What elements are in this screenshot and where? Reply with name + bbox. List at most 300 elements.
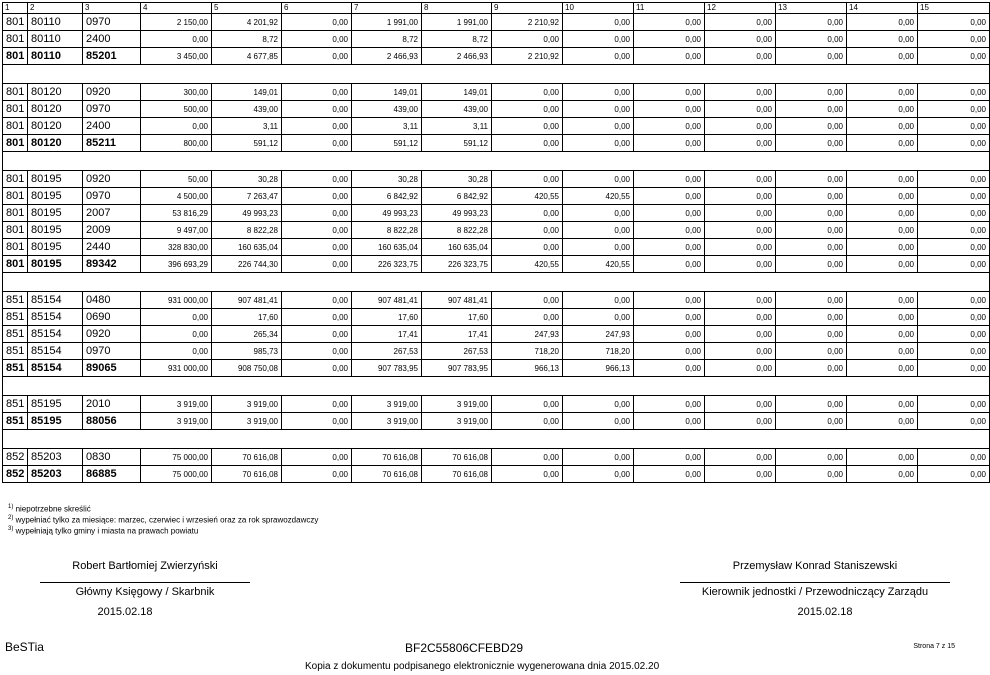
signatory-left-name: Robert Bartłomiej Zwierzyński [72,560,218,572]
column-header: 10 [563,3,634,14]
amount-cell: 420,55 [492,256,563,273]
amount-cell: 718,20 [492,343,563,360]
amount-cell: 1 991,00 [422,14,492,31]
paragraf-cell: 2440 [83,239,141,256]
amount-cell: 0,00 [141,118,212,135]
amount-cell: 0,00 [634,239,705,256]
paragraf-cell: 0920 [83,171,141,188]
separator-cell [3,152,990,171]
amount-cell: 0,00 [492,118,563,135]
amount-cell: 0,00 [492,396,563,413]
amount-cell: 0,00 [776,48,847,65]
signatory-right-role: Kierownik jednostki / Przewodniczący Zarządu [701,586,929,598]
rozdzial-cell: 85154 [28,292,83,309]
total-row [3,413,990,430]
dzial-cell: 851 [3,360,28,377]
amount-cell: 0,00 [776,326,847,343]
table-row [3,171,990,188]
amount-cell: 70 616,08 [212,466,282,483]
amount-cell: 0,00 [705,48,776,65]
table-row [3,292,990,309]
amount-cell: 0,00 [776,360,847,377]
amount-cell: 3 919,00 [212,396,282,413]
amount-cell: 0,00 [492,84,563,101]
amount-cell: 0,00 [705,326,776,343]
paragraf-cell: 2400 [83,118,141,135]
header-row [3,3,990,14]
column-header: 1 [3,3,28,14]
amount-cell: 0,00 [492,309,563,326]
amount-cell: 0,00 [634,396,705,413]
amount-cell: 0,00 [563,413,634,430]
amount-cell: 3,11 [422,118,492,135]
rozdzial-cell: 85154 [28,309,83,326]
amount-cell: 267,53 [352,343,422,360]
amount-cell: 0,00 [563,396,634,413]
amount-cell: 0,00 [634,118,705,135]
amount-cell: 0,00 [563,449,634,466]
table-row [3,449,990,466]
amount-cell: 7 263,47 [212,188,282,205]
amount-cell: 907 783,95 [422,360,492,377]
rozdzial-cell: 80195 [28,188,83,205]
separator-cell [3,377,990,396]
amount-cell: 0,00 [705,309,776,326]
dzial-cell: 851 [3,396,28,413]
amount-cell: 0,00 [776,256,847,273]
amount-cell: 8 822,28 [212,222,282,239]
amount-cell: 17,41 [352,326,422,343]
paragraf-cell: 0970 [83,188,141,205]
total-row [3,256,990,273]
dzial-cell: 801 [3,135,28,152]
column-header: 4 [141,3,212,14]
dzial-cell: 801 [3,14,28,31]
amount-cell: 0,00 [492,466,563,483]
column-header: 13 [776,3,847,14]
signatory-left-role: Główny Księgowy / Skarbnik [75,586,215,598]
amount-cell: 3 919,00 [422,396,492,413]
amount-cell: 53 816,29 [141,205,212,222]
total-row [3,360,990,377]
dzial-cell: 801 [3,101,28,118]
amount-cell: 0,00 [563,309,634,326]
amount-cell: 3 919,00 [352,396,422,413]
amount-cell: 0,00 [705,396,776,413]
amount-cell: 328 830,00 [141,239,212,256]
amount-cell: 591,12 [422,135,492,152]
app-name: BeSTia [5,640,44,654]
rozdzial-cell: 85203 [28,466,83,483]
amount-cell: 0,00 [634,326,705,343]
rozdzial-cell: 80110 [28,31,83,48]
dzial-cell: 801 [3,84,28,101]
amount-cell: 0,00 [847,292,918,309]
amount-cell: 0,00 [634,14,705,31]
amount-cell: 0,00 [918,292,990,309]
amount-cell: 0,00 [705,360,776,377]
amount-cell: 30,28 [352,171,422,188]
amount-cell: 0,00 [492,171,563,188]
table-row [3,118,990,135]
amount-cell: 0,00 [918,31,990,48]
amount-cell: 0,00 [847,396,918,413]
amount-cell: 70 616,08 [422,466,492,483]
footnote-2: $^{2)}$ wypełniać tylko za miesiące: marzec, czerwiec i wrzesień oraz za rok sprawozdawczy [8,515,319,525]
rozdzial-cell: 80195 [28,222,83,239]
amount-cell: 8 822,28 [422,222,492,239]
amount-cell: 3 450,00 [141,48,212,65]
amount-cell: 0,00 [847,31,918,48]
amount-cell: 0,00 [563,222,634,239]
amount-cell: 247,93 [563,326,634,343]
dzial-cell: 801 [3,188,28,205]
amount-cell: 0,00 [282,84,352,101]
amount-cell: 0,00 [563,135,634,152]
amount-cell: 149,01 [212,84,282,101]
amount-cell: 0,00 [492,31,563,48]
dzial-cell: 851 [3,326,28,343]
amount-cell: 0,00 [492,292,563,309]
paragraf-cell: 2009 [83,222,141,239]
amount-cell: 0,00 [847,449,918,466]
amount-cell: 267,53 [422,343,492,360]
amount-cell: 3 919,00 [352,413,422,430]
amount-cell: 0,00 [776,292,847,309]
amount-cell: 0,00 [634,171,705,188]
amount-cell: 70 616,08 [212,449,282,466]
amount-cell: 0,00 [705,205,776,222]
amount-cell: 0,00 [492,239,563,256]
amount-cell: 0,00 [918,101,990,118]
amount-cell: 0,00 [282,14,352,31]
table-row [3,326,990,343]
amount-cell: 0,00 [634,205,705,222]
amount-cell: 0,00 [563,48,634,65]
amount-cell: 0,00 [634,84,705,101]
separator-cell [3,430,990,449]
paragraf-cell: 85201 [83,48,141,65]
amount-cell: 149,01 [352,84,422,101]
amount-cell: 0,00 [776,31,847,48]
dzial-cell: 851 [3,309,28,326]
amount-cell: 0,00 [282,309,352,326]
paragraf-cell: 0690 [83,309,141,326]
amount-cell: 0,00 [282,326,352,343]
amount-cell: 0,00 [847,48,918,65]
amount-cell: 0,00 [141,309,212,326]
amount-cell: 0,00 [847,118,918,135]
amount-cell: 3 919,00 [212,413,282,430]
amount-cell: 396 693,29 [141,256,212,273]
amount-cell: 0,00 [918,449,990,466]
amount-cell: 160 635,04 [352,239,422,256]
amount-cell: 0,00 [918,256,990,273]
amount-cell: 0,00 [634,101,705,118]
column-header: 6 [282,3,352,14]
amount-cell: 0,00 [282,360,352,377]
dzial-cell: 801 [3,205,28,222]
amount-cell: 0,00 [776,466,847,483]
amount-cell: 0,00 [492,413,563,430]
amount-cell: 500,00 [141,101,212,118]
amount-cell: 0,00 [847,326,918,343]
group-separator [3,430,990,449]
amount-cell: 0,00 [847,205,918,222]
amount-cell: 0,00 [918,413,990,430]
paragraf-cell: 86885 [83,466,141,483]
amount-cell: 0,00 [776,239,847,256]
dzial-cell: 851 [3,292,28,309]
rozdzial-cell: 80195 [28,205,83,222]
amount-cell: 0,00 [282,48,352,65]
amount-cell: 931 000,00 [141,360,212,377]
amount-cell: 0,00 [563,118,634,135]
dzial-cell: 851 [3,413,28,430]
separator-cell [3,65,990,84]
amount-cell: 0,00 [705,101,776,118]
amount-cell: 3,11 [352,118,422,135]
footnote-3: $^{3)}$ wypełniają tylko gminy i miasta na prawach powiatu [8,526,199,536]
amount-cell: 0,00 [705,31,776,48]
amount-cell: 70 616,08 [352,466,422,483]
group-separator [3,273,990,292]
amount-cell: 0,00 [847,413,918,430]
dzial-cell: 801 [3,239,28,256]
column-header: 8 [422,3,492,14]
amount-cell: 0,00 [705,343,776,360]
amount-cell: 2 466,93 [422,48,492,65]
column-header: 2 [28,3,83,14]
rozdzial-cell: 85195 [28,396,83,413]
amount-cell: 0,00 [282,205,352,222]
amount-cell: 591,12 [352,135,422,152]
amount-cell: 0,00 [634,360,705,377]
paragraf-cell: 0970 [83,101,141,118]
amount-cell: 0,00 [282,343,352,360]
amount-cell: 0,00 [705,239,776,256]
amount-cell: 0,00 [563,101,634,118]
amount-cell: 30,28 [422,171,492,188]
amount-cell: 70 616,08 [352,449,422,466]
amount-cell: 226 323,75 [422,256,492,273]
amount-cell: 3 919,00 [422,413,492,430]
amount-cell: 0,00 [847,256,918,273]
amount-cell: 0,00 [847,309,918,326]
amount-cell: 985,73 [212,343,282,360]
amount-cell: 2 466,93 [352,48,422,65]
rozdzial-cell: 80120 [28,135,83,152]
amount-cell: 0,00 [634,31,705,48]
amount-cell: 8,72 [422,31,492,48]
amount-cell: 0,00 [847,360,918,377]
amount-cell: 0,00 [492,222,563,239]
paragraf-cell: 0480 [83,292,141,309]
amount-cell: 0,00 [563,292,634,309]
amount-cell: 0,00 [634,292,705,309]
column-header: 3 [83,3,141,14]
amount-cell: 0,00 [705,256,776,273]
amount-cell: 800,00 [141,135,212,152]
amount-cell: 908 750,08 [212,360,282,377]
amount-cell: 0,00 [776,343,847,360]
amount-cell: 49 993,23 [352,205,422,222]
amount-cell: 6 842,92 [422,188,492,205]
amount-cell: 4 201,92 [212,14,282,31]
paragraf-cell: 89065 [83,360,141,377]
table-row [3,343,990,360]
amount-cell: 439,00 [212,101,282,118]
amount-cell: 0,00 [563,205,634,222]
amount-cell: 0,00 [282,256,352,273]
amount-cell: 50,00 [141,171,212,188]
amount-cell: 0,00 [634,413,705,430]
amount-cell: 0,00 [705,171,776,188]
amount-cell: 0,00 [776,396,847,413]
amount-cell: 0,00 [776,171,847,188]
amount-cell: 2 210,92 [492,48,563,65]
amount-cell: 0,00 [141,326,212,343]
dzial-cell: 852 [3,449,28,466]
amount-cell: 0,00 [776,188,847,205]
rozdzial-cell: 85195 [28,413,83,430]
amount-cell: 0,00 [847,171,918,188]
amount-cell: 0,00 [705,14,776,31]
rozdzial-cell: 80120 [28,84,83,101]
amount-cell: 0,00 [492,205,563,222]
rozdzial-cell: 80195 [28,239,83,256]
amount-cell: 591,12 [212,135,282,152]
amount-cell: 0,00 [563,171,634,188]
table-row [3,101,990,118]
rozdzial-cell: 85154 [28,326,83,343]
column-header: 11 [634,3,705,14]
amount-cell: 0,00 [282,413,352,430]
amount-cell: 0,00 [918,239,990,256]
group-separator [3,65,990,84]
signatory-left-date: 2015.02.18 [97,606,153,618]
amount-cell: 0,00 [918,171,990,188]
amount-cell: 0,00 [634,449,705,466]
amount-cell: 0,00 [847,239,918,256]
amount-cell: 966,13 [563,360,634,377]
amount-cell: 0,00 [776,413,847,430]
rozdzial-cell: 80195 [28,256,83,273]
amount-cell: 0,00 [705,292,776,309]
total-row [3,466,990,483]
amount-cell: 3 919,00 [141,396,212,413]
dzial-cell: 801 [3,256,28,273]
amount-cell: 0,00 [918,118,990,135]
amount-cell: 0,00 [282,449,352,466]
amount-cell: 0,00 [847,222,918,239]
amount-cell: 439,00 [352,101,422,118]
amount-cell: 0,00 [282,396,352,413]
amount-cell: 0,00 [705,188,776,205]
rozdzial-cell: 80110 [28,14,83,31]
amount-cell: 0,00 [776,205,847,222]
amount-cell: 2 150,00 [141,14,212,31]
dzial-cell: 801 [3,118,28,135]
amount-cell: 226 323,75 [352,256,422,273]
signatory-right-date: 2015.02.18 [797,606,853,618]
table-row [3,222,990,239]
amount-cell: 160 635,04 [212,239,282,256]
rozdzial-cell: 85154 [28,343,83,360]
amount-cell: 30,28 [212,171,282,188]
amount-cell: 0,00 [847,101,918,118]
amount-cell: 0,00 [282,466,352,483]
amount-cell: 247,93 [492,326,563,343]
copy-note: Kopia z dokumentu podpisanego elektronicznie wygenerowana dnia 2015.02.20 [305,661,660,672]
rozdzial-cell: 80120 [28,101,83,118]
amount-cell: 0,00 [776,222,847,239]
paragraf-cell: 88056 [83,413,141,430]
amount-cell: 17,60 [212,309,282,326]
amount-cell: 0,00 [141,343,212,360]
paragraf-cell: 2007 [83,205,141,222]
amount-cell: 0,00 [282,101,352,118]
table-row [3,84,990,101]
page-number: Strona 7 z 15 [913,643,955,650]
amount-cell: 49 993,23 [212,205,282,222]
amount-cell: 0,00 [705,413,776,430]
amount-cell: 0,00 [634,466,705,483]
amount-cell: 0,00 [776,84,847,101]
dzial-cell: 801 [3,48,28,65]
amount-cell: 75 000,00 [141,449,212,466]
amount-cell: 0,00 [282,222,352,239]
amount-cell: 0,00 [705,466,776,483]
column-header: 15 [918,3,990,14]
amount-cell: 0,00 [918,396,990,413]
amount-cell: 0,00 [918,343,990,360]
amount-cell: 9 497,00 [141,222,212,239]
amount-cell: 0,00 [776,101,847,118]
table-row [3,205,990,222]
amount-cell: 8,72 [212,31,282,48]
table-row [3,188,990,205]
column-header: 14 [847,3,918,14]
total-row [3,48,990,65]
paragraf-cell: 0920 [83,84,141,101]
group-separator [3,377,990,396]
amount-cell: 0,00 [282,239,352,256]
amount-cell: 160 635,04 [422,239,492,256]
amount-cell: 0,00 [847,188,918,205]
amount-cell: 0,00 [776,135,847,152]
amount-cell: 0,00 [563,466,634,483]
amount-cell: 0,00 [918,48,990,65]
paragraf-cell: 85211 [83,135,141,152]
amount-cell: 0,00 [282,188,352,205]
amount-cell: 420,55 [563,188,634,205]
amount-cell: 0,00 [634,188,705,205]
amount-cell: 0,00 [705,118,776,135]
amount-cell: 0,00 [847,135,918,152]
amount-cell: 0,00 [918,326,990,343]
amount-cell: 0,00 [563,239,634,256]
amount-cell: 265,34 [212,326,282,343]
amount-cell: 0,00 [918,466,990,483]
dzial-cell: 801 [3,171,28,188]
amount-cell: 420,55 [563,256,634,273]
dzial-cell: 801 [3,222,28,239]
amount-cell: 0,00 [776,118,847,135]
amount-cell: 439,00 [422,101,492,118]
column-header: 9 [492,3,563,14]
amount-cell: 17,41 [422,326,492,343]
